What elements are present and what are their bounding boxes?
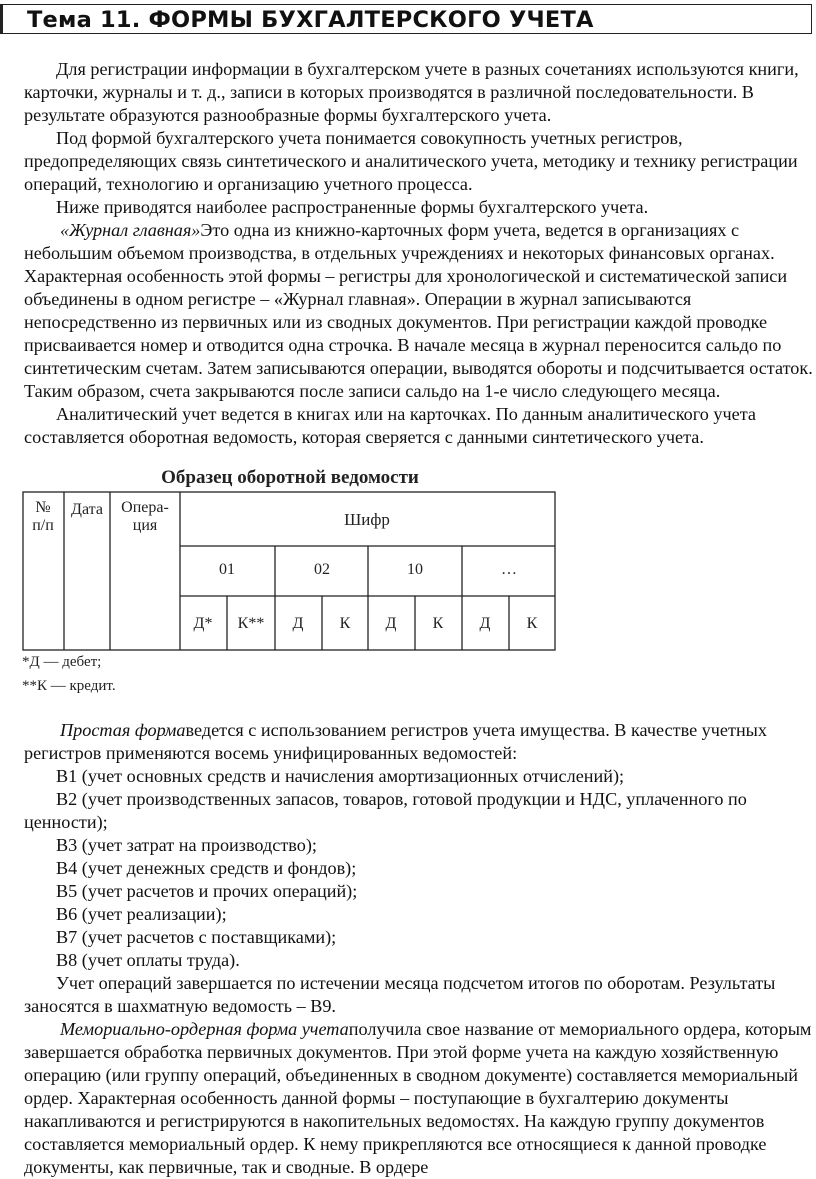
header-operation-line2: ция bbox=[132, 517, 158, 534]
header-number-line1: № bbox=[35, 499, 51, 516]
register-item: В3 (учет затрат на производство); bbox=[56, 835, 317, 855]
simple-form-text: ведется с использованием регистров учета имущества. В качестве учетных регистров применяются восемь унифицированных ведомостей: bbox=[24, 720, 767, 763]
intro-paragraph-3: Ниже приводятся наиболее распространенные формы бухгалтерского учета. bbox=[56, 197, 649, 217]
page-title: Тема 11. ФОРМЫ БУХГАЛТЕРСКОГО УЧЕТА bbox=[27, 7, 594, 33]
simple-form-term: Простая форма bbox=[60, 720, 186, 740]
register-item: В1 (учет основных средств и начисления амортизационных отчислений); bbox=[56, 766, 625, 786]
intro-paragraph-1: Для регистрации информации в бухгалтерском учете в разных сочетаниях используются книги, карточки, журналы и т. д., записи в которых производятся в различной последовательности. В результате образуются разнообразные формы бухгалтерского учета. bbox=[24, 59, 799, 125]
sub-debit-02: Д bbox=[292, 615, 304, 632]
sub-debit-01: Д* bbox=[193, 615, 213, 632]
header-date: Дата bbox=[71, 501, 103, 518]
sub-credit-10: К bbox=[432, 615, 444, 632]
register-item: В6 (учет реализации); bbox=[56, 904, 227, 924]
footnote-credit: **К — кредит. bbox=[22, 678, 116, 694]
register-item: В4 (учет денежных средств и фондов); bbox=[56, 858, 357, 878]
table-footnotes bbox=[22, 650, 116, 698]
sub-debit-10: Д bbox=[385, 615, 397, 632]
page-title-bar bbox=[0, 4, 812, 34]
header-number-line2: п/п bbox=[32, 517, 54, 534]
totals-paragraph: Учет операций завершается по истечении месяца подсчетом итогов по оборотам. Результаты заносятся в шахматную ведомость – В9. bbox=[24, 973, 776, 1016]
memorial-text: получила свое название от мемориального ордера, которым завершается обработка первичных документов. При этой форме учета на каждую хозяйственную операцию (или группу операций, объединенных в сводном документе) составляется мемориальный ордер. Характерная особенность данной формы – поступающие в бухгалтерию документы накапливаются и регистрируются в накопительных ведомостях. На каждую группу документов составляется мемориальный ордер. К нему прикрепляются все относящиеся к данной проводке документы, как первичные, так и сводные. В ордере bbox=[24, 1019, 812, 1177]
register-item: В7 (учет расчетов с поставщиками); bbox=[56, 927, 337, 947]
journal-paragraph bbox=[24, 219, 814, 403]
register-item: В8 (учет оплаты труда). bbox=[56, 950, 240, 970]
forms-section bbox=[24, 719, 814, 1179]
register-item: В2 (учет производственных запасов, товаров, готовой продукции и НДС, уплаченного по ценности); bbox=[24, 789, 747, 832]
table-title: Образец оборотной ведомости bbox=[161, 467, 419, 488]
turnover-sheet-table bbox=[22, 490, 558, 654]
register-item: В5 (учет расчетов и прочих операций); bbox=[56, 881, 358, 901]
account-more: … bbox=[501, 561, 517, 578]
account-02: 02 bbox=[314, 561, 330, 578]
account-10: 10 bbox=[407, 561, 423, 578]
simple-form-paragraph bbox=[24, 719, 814, 765]
header-operation-line1: Опера- bbox=[121, 499, 169, 516]
sub-credit-02: К bbox=[339, 615, 351, 632]
intro-paragraph-2: Под формой бухгалтерского учета понимается совокупность учетных регистров, предопределяющих связь синтетического и аналитического учета, методику и технику регистрации операций, технологию и организацию учетного процесса. bbox=[24, 128, 798, 194]
account-01: 01 bbox=[219, 561, 235, 578]
header-cipher: Шифр bbox=[344, 510, 390, 529]
sub-debit-more: Д bbox=[479, 615, 491, 632]
memorial-term: Мемориально-ордерная форма учета bbox=[60, 1019, 349, 1039]
journal-text: Это одна из книжно-карточных форм учета, ведется в организациях с небольшим объемом производства, в отдельных учреждениях и некоторых финансовых органах. Характерная особенность этой формы – регистры для хронологической и систематической записи объединены в одном регистре – «Журнал главная». Операции в журнал записываются непосредственно из первичных или из сводных документов. При регистрации каждой проводке присваивается номер и отводится одна строчка. В начале месяца в журнал переносится сальдо по синтетическим счетам. Затем записываются операции, выводятся обороты и подсчитывается остаток. Таким образом, счета закрываются после записи сальдо на 1-е число следующего месяца. bbox=[24, 220, 813, 401]
analytic-paragraph: Аналитический учет ведется в книгах или на карточках. По данным аналитического учета составляется оборотная ведомость, которая сверяется с данными синтетического учета. bbox=[24, 404, 756, 447]
sub-credit-01: К** bbox=[237, 615, 265, 632]
intro-section bbox=[24, 58, 814, 449]
sub-credit-more: К bbox=[526, 615, 538, 632]
journal-term: «Журнал главная» bbox=[60, 220, 201, 240]
memorial-paragraph bbox=[24, 1018, 814, 1179]
footnote-debit: *Д — дебет; bbox=[22, 654, 102, 670]
